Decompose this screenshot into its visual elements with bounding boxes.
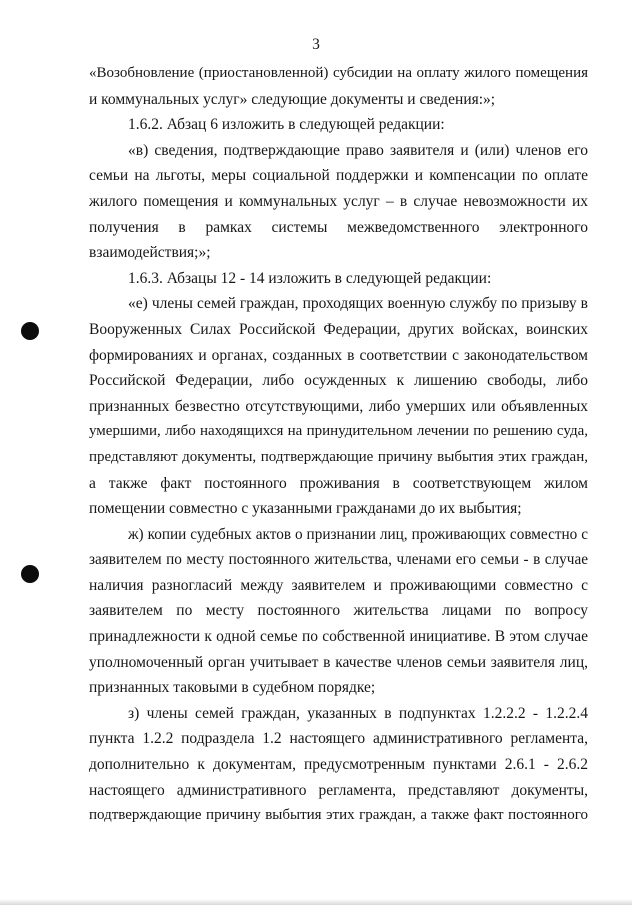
text-line: подтверждающие причину выбытия этих граждан, а также факт постоянного xyxy=(89,807,588,824)
text-line: 1.6.2. Абзац 6 изложить в следующей редакции: xyxy=(128,116,445,134)
text-line: наличия разногласий между заявителем и проживающими совместно с xyxy=(89,576,588,594)
text-line: Российской Федерации, либо осужденных к лишению свободы, либо xyxy=(89,372,588,390)
text-line: признанных безвестно отсутствующими, либо умерших или объявленных xyxy=(89,397,588,415)
page-number: 3 xyxy=(312,36,320,53)
text-line: а также факт постоянного проживания в соответствующем жилом xyxy=(89,474,588,492)
text-line: заявителем по месту постоянного жительства, членами его семьи - в случае xyxy=(89,551,588,569)
document-body xyxy=(89,61,588,829)
text-line: Вооруженных Силах Российской Федерации, других войсках, воинских xyxy=(89,320,588,338)
text-line: получения в рамках системы межведомственного электронного xyxy=(89,218,588,236)
punch-hole-mark xyxy=(21,565,39,583)
text-line: дополнительно к документам, предусмотренным пунктами 2.6.1 - 2.6.2 xyxy=(89,756,588,774)
text-line: пункта 1.2.2 подраздела 1.2 настоящего административного регламента, xyxy=(89,730,588,748)
text-line: 1.6.3. Абзацы 12 - 14 изложить в следующей редакции: xyxy=(128,269,492,287)
text-line: з) члены семей граждан, указанных в подпунктах 1.2.2.2 - 1.2.2.4 xyxy=(128,704,588,722)
text-line: и коммунальных услуг» следующие документы и сведения:»; xyxy=(89,90,496,108)
text-line: настоящего административного регламента, представляют документы, xyxy=(89,781,588,799)
text-line: уполномоченный орган учитывает в качестве членов семьи заявителя лиц, xyxy=(89,653,588,671)
text-line: жилого помещения и коммунальных услуг – в случае невозможности их xyxy=(89,192,588,210)
text-line: формированиях и органах, созданных в соответствии с законодательством xyxy=(89,346,588,364)
text-line: признанных таковыми в судебном порядке; xyxy=(89,679,376,697)
punch-hole-mark xyxy=(21,322,39,340)
text-line: заявителем по месту постоянного жительства лицами по вопросу xyxy=(89,602,588,620)
scan-bottom-edge xyxy=(0,899,632,905)
text-line: представляют документы, подтверждающие причину выбытия этих граждан, xyxy=(89,448,588,465)
text-line: семьи на льготы, меры социальной поддержки и компенсации по оплате xyxy=(89,167,588,185)
text-line: принадлежности к одной семье по собственной инициативе. В этом случае xyxy=(89,628,588,646)
text-line: умершими, либо находящихся на принудительном лечении по решению суда, xyxy=(89,423,588,440)
text-line: «в) сведения, подтверждающие право заявителя и (или) членов его xyxy=(128,141,588,159)
text-line: «Возобновление (приостановленной) субсидии на оплату жилого помещения xyxy=(89,65,588,81)
text-line: взаимодействия;»; xyxy=(89,244,211,262)
text-line: помещении совместно с указанными гражданами до их выбытия; xyxy=(89,500,522,518)
text-line: «е) члены семей граждан, проходящих военную службу по призыву в xyxy=(128,295,588,313)
text-line: ж) копии судебных актов о признании лиц, проживающих совместно с xyxy=(128,525,588,543)
